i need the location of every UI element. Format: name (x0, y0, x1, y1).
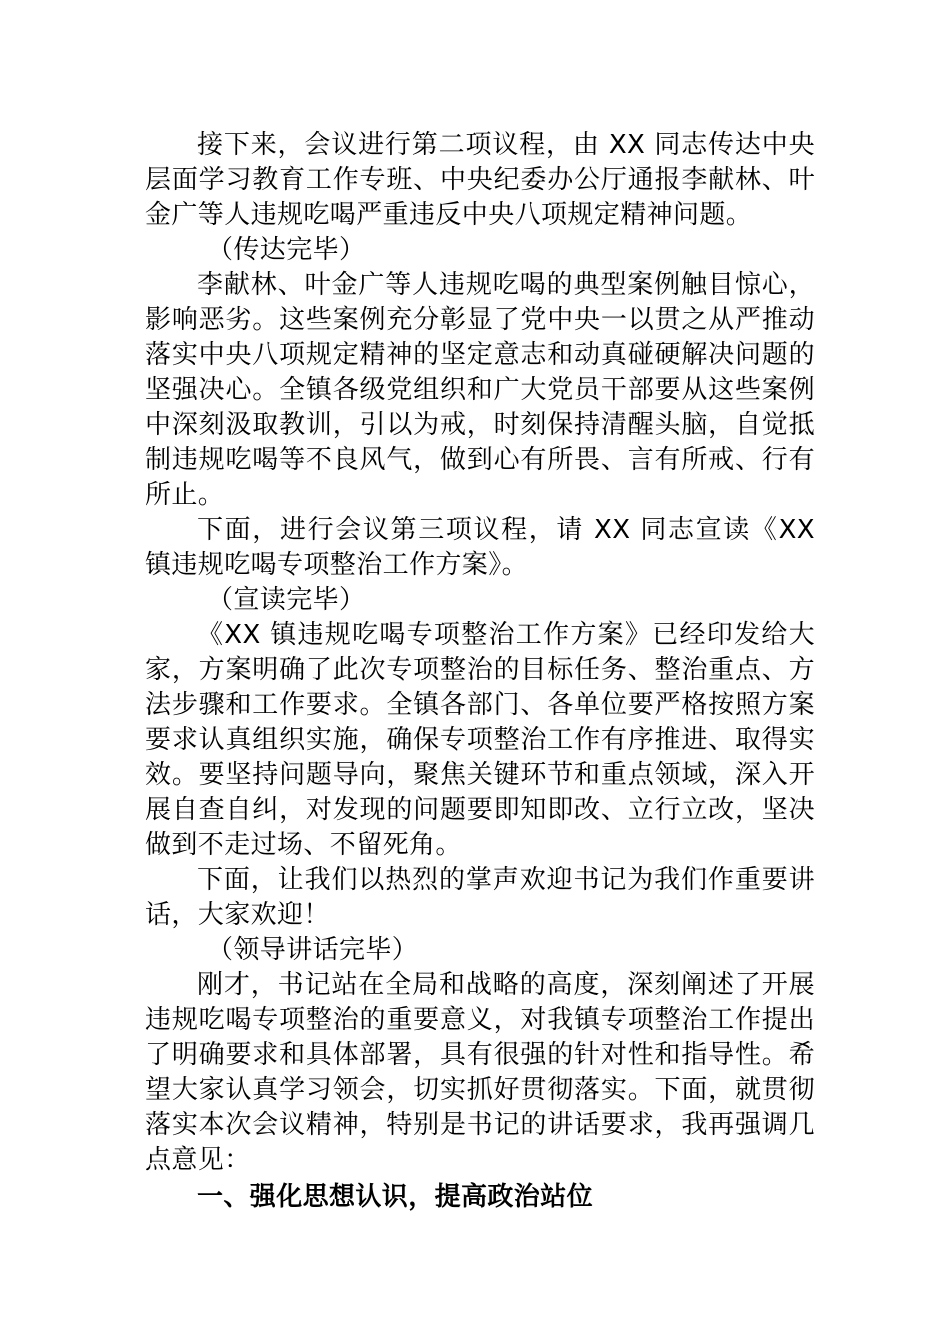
paragraph-agenda-two: 接下来，会议进行第二项议程，由 XX 同志传达中央层面学习教育工作专班、中央纪委办公厅通报李献林、叶金广等人违规吃喝严重违反中央八项规定精神问题。 (145, 130, 815, 230)
note-speech-complete: （领导讲话完毕） (207, 935, 419, 965)
paragraph-case-comment: 李献林、叶金广等人违规吃喝的典型案例触目惊心，影响恶劣。这些案例充分彰显了党中央一以贯之从严推动落实中央八项规定精神的坚定意志和动真碰硬解决问题的坚强决心。全镇各级党组织和广大党员干部要从这些案例中深刻汲取教训，引以为戒，时刻保持清醒头脑，自觉抵制违规吃喝等不良风气，做到心有所畏、言有所戒、行有所止。 (145, 270, 815, 510)
paragraph-work-plan: 《XX 镇违规吃喝专项整治工作方案》已经印发给大家，方案明确了此次专项整治的目标任务、整治重点、方法步骤和工作要求。全镇各部门、各单位要严格按照方案要求认真组织实施，确保专项整治工作有序推进、取得实效。要坚持问题导向，聚焦关键环节和重点领域，深入开展自查自纠，对发现的问题要即知即改、立行立改，坚决做到不走过场、不留死角。 (145, 620, 815, 860)
section-heading: 一、强化思想认识，提高政治站位 (197, 1182, 594, 1212)
note-reading-complete: （宣读完毕） (207, 585, 366, 615)
paragraph-summary: 刚才，书记站在全局和战略的高度，深刻阐述了开展违规吃喝专项整治的重要意义，对我镇专项整治工作提出了明确要求和具体部署，具有很强的针对性和指导性。希望大家认真学习领会，切实抓好贯彻落实。下面，就贯彻落实本次会议精神，特别是书记的讲话要求，我再强调几点意见： (145, 970, 815, 1175)
paragraph-welcome-speech: 下面，让我们以热烈的掌声欢迎书记为我们作重要讲话，大家欢迎！ (145, 865, 815, 930)
paragraph-agenda-three: 下面，进行会议第三项议程，请 XX 同志宣读《XX 镇违规吃喝专项整治工作方案》。 (145, 515, 815, 580)
note-relay-complete: （传达完毕） (207, 235, 366, 265)
document-body (145, 128, 815, 1215)
